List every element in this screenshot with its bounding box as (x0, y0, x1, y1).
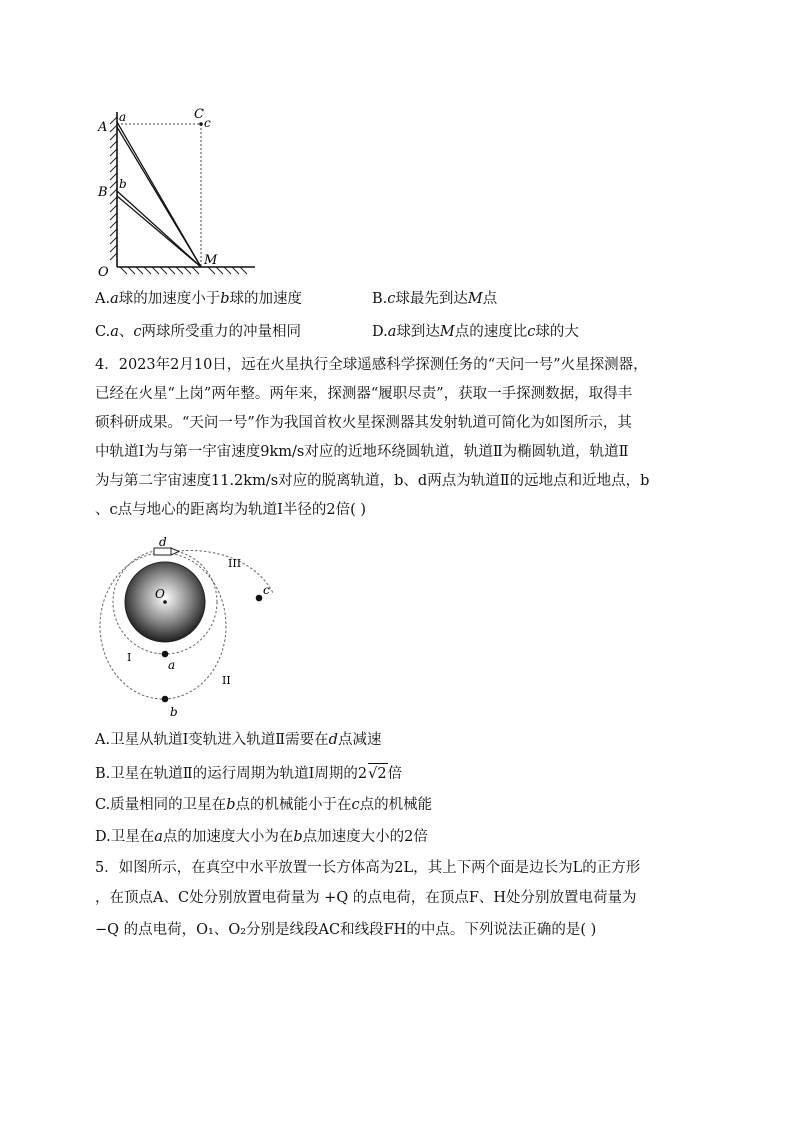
label-a: a (168, 658, 176, 672)
q4-stem-line-6: 、c点与地心的距离均为轨道Ⅰ半径的2倍( ) (95, 502, 366, 518)
q4-stem-line-2: 已经在火星“上岗”两年整。两年来，探测器“履职尽责”，获取一手探测数据，取得丰 (95, 386, 633, 402)
label-a: a (119, 110, 127, 124)
label-orbit-I: I (127, 651, 132, 664)
q4-stem-line-4: 中轨道Ⅰ为与第一宇宙速度9km/s对应的近地环绕圆轨道，轨道Ⅱ为椭圆轨道，轨道Ⅱ (95, 444, 629, 460)
label-A: A (98, 120, 108, 135)
q5-stem-line-1: 5．如图所示，在真空中水平放置一长方体高为2L，其上下两个面是边长为L的正方形 (95, 860, 641, 876)
label-O: O (155, 587, 165, 601)
label-orbit-III: III (228, 557, 242, 570)
label-C: C (194, 107, 204, 122)
label-b: b (119, 177, 127, 191)
q4-stem-line-1: 4．2023年2月10日，远在火星执行全球遥感科学探测任务的“天问一号”火星探测器， (95, 357, 648, 373)
label-M: M (204, 253, 218, 268)
label-d: d (159, 535, 167, 549)
label-c: c (204, 116, 211, 130)
q4-option-c[interactable]: C.质量相同的卫星在b点的机械能小于在c点的机械能 (95, 797, 433, 813)
q4-option-a[interactable]: A.卫星从轨道Ⅰ变轨进入轨道Ⅱ需要在d点减速 (95, 732, 382, 748)
inclined-track-figure (90, 100, 270, 280)
q4-stem-line-3: 硕科研成果。“天问一号”作为我国首枚火星探测器其发射轨道可简化为如图所示，其 (95, 415, 632, 431)
orbit-figure (95, 535, 295, 725)
q3-option-c[interactable]: C.a、c两球所受重力的冲量相同 (95, 324, 301, 340)
label-O: O (98, 265, 109, 280)
q3-option-a[interactable]: A.a球的加速度小于b球的加速度 (95, 291, 303, 307)
sqrt-coefficient: 2 (357, 766, 368, 782)
q5-stem-line-3: −Q 的点电荷，O₁、O₂分别是线段AC和线段FH的中点。下列说法正确的是( ) (95, 922, 597, 938)
q3-option-d[interactable]: D.a球到达M点的速度比c球的大 (372, 324, 579, 340)
q5-stem-line-2: ，在顶点A、C处分别放置电荷量为 +Q 的点电荷，在顶点F、H处分别放置电荷量为 (95, 890, 637, 906)
label-b: b (170, 705, 178, 719)
label-c: c (263, 583, 270, 597)
q3-option-b[interactable]: B.c球最先到达M点 (372, 291, 498, 307)
q4-stem-line-5: 为与第二宇宙速度11.2km/s对应的脱离轨道，b、d两点为轨道Ⅱ的远地点和近地点，b (95, 473, 650, 489)
sqrt-sign-icon: √2 (368, 763, 387, 784)
q4-option-d[interactable]: D.卫星在a点的加速度大小为在b点加速度大小的2倍 (95, 829, 428, 845)
q4-option-b[interactable]: B.卫星在轨道Ⅱ的运行周期为轨道Ⅰ周期的2√2倍 (95, 763, 402, 784)
label-B: B (98, 185, 108, 200)
label-orbit-II: II (222, 674, 231, 687)
